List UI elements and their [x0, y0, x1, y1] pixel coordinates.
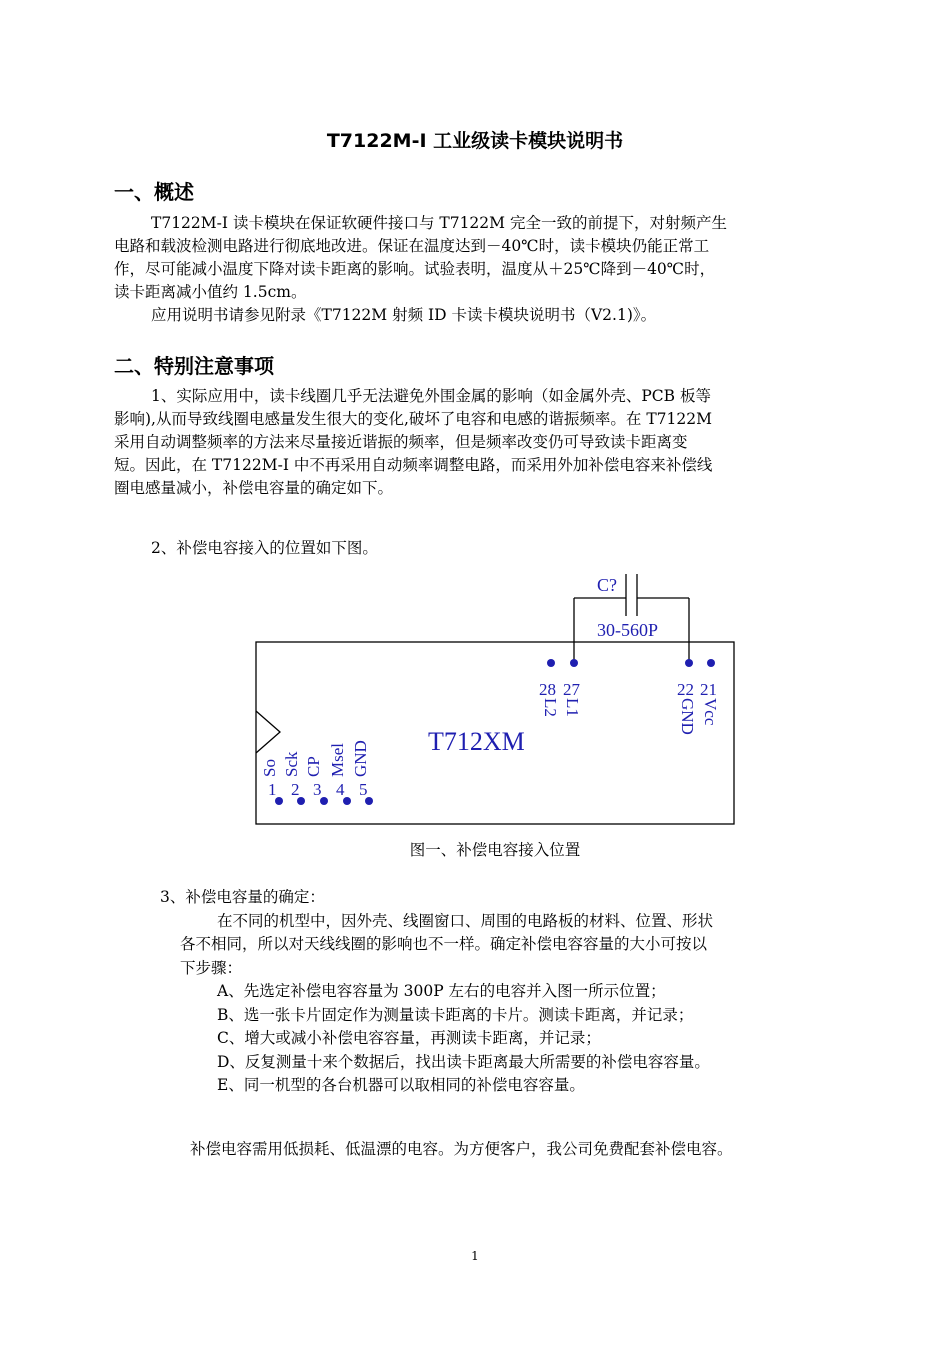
pin-num-3: 3 [313, 780, 322, 799]
pin-name-Msel: Msel [328, 743, 347, 777]
paragraph-line: 读卡距离减小值约 1.5cm。 [114, 283, 307, 301]
notes-item3 [160, 886, 840, 1098]
pin-num-2: 2 [291, 780, 300, 799]
pin-name-L1: L1 [563, 698, 582, 717]
pin-num-22: 22 [677, 680, 694, 699]
pin-dot-1 [275, 797, 283, 805]
pin-name-So: So [260, 759, 279, 777]
paragraph-line: T7122M-I 读卡模块在保证软硬件接口与 T7122M 完全一致的前提下，对射频产生 [151, 214, 727, 232]
step-item: B、选一张卡片固定作为测量读卡距离的卡片。测读卡距离，并记录； [217, 1005, 694, 1024]
document-title: T7122M-I 工业级读卡模块说明书 [326, 130, 624, 152]
pin-num-21: 21 [700, 680, 717, 699]
paragraph-line: 采用自动调整频率的方法来尽量接近谐振的频率，但是频率改变仍可导致读卡距离变 [114, 433, 688, 451]
paragraph-line: 圈电感量减小，补偿电容量的确定如下。 [114, 479, 394, 497]
capacitor-position-diagram [0, 570, 950, 830]
step-item: D、反复测量十来个数据后，找出读卡距离最大所需要的补偿电容容量。 [217, 1052, 710, 1071]
overview-paragraph [114, 212, 838, 327]
pin-num-28: 28 [539, 680, 556, 699]
paragraph-line: 电路和载波检测电路进行彻底地改进。保证在温度达到－40℃时，读卡模块仍能正常工 [114, 237, 710, 255]
pin-num-5: 5 [359, 780, 368, 799]
pin-num-1: 1 [268, 780, 277, 799]
pin-dot-2 [297, 797, 305, 805]
capacitor-value: 30-560P [597, 620, 659, 640]
pin-num-4: 4 [336, 780, 345, 799]
step-item: C、增大或减小补偿电容容量，再测读卡距离，并记录； [217, 1029, 601, 1047]
paragraph-line: 各不相同，所以对天线线圈的影响也不一样。确定补偿电容容量的大小可按以 [180, 935, 708, 953]
paragraph-line: 短。因此，在 T7122M-I 中不再采用自动频率调整电路，而采用外加补偿电容来补偿线 [114, 456, 713, 474]
notes-item1-paragraph [114, 385, 838, 500]
section-heading-overview: 一、概述 [114, 180, 194, 204]
capacitor-note [190, 1138, 850, 1161]
paragraph-line: 2、补偿电容接入的位置如下图。 [151, 539, 378, 557]
paragraph-line: 补偿电容需用低损耗、低温漂的电容。为方便客户，我公司免费配套补偿电容。 [190, 1140, 733, 1158]
pin-dot-4 [343, 797, 351, 805]
pin-name-Sck: Sck [282, 751, 301, 777]
paragraph-line: 影响),从而导致线圈电感量发生很大的变化,破坏了电容和电感的谐振频率。在 T7122M [114, 410, 712, 428]
pin-dot-27 [570, 659, 578, 667]
pin-name-L2: L2 [541, 698, 560, 717]
paragraph-line: 在不同的机型中，因外壳、线圈窗口、周围的电路板的材料、位置、形状 [217, 911, 714, 930]
pin-name-GND-right: GND [678, 698, 697, 735]
pin-dot-3 [320, 797, 328, 805]
figure-caption: 图一、补偿电容接入位置 [409, 841, 581, 859]
pin-name-GND-left: GND [351, 740, 370, 777]
capacitor-label: C? [597, 575, 617, 595]
pin-dot-5 [365, 797, 373, 805]
paragraph-line: 下步骤： [180, 958, 243, 977]
appendix-reference: 应用说明书请参见附录《T7122M 射频 ID 卡读卡模块说明书（V2.1)》。 [151, 306, 657, 324]
step-item: A、先选定补偿电容容量为 300P 左右的电容并入图一所示位置； [217, 982, 666, 1000]
pin-dot-28 [547, 659, 555, 667]
pin1-notch [256, 711, 280, 753]
paragraph-line: 作，尽可能减小温度下降对读卡距离的影响。试验表明，温度从＋25℃降到－40℃时， [114, 260, 716, 278]
pin-num-27: 27 [563, 680, 580, 699]
page-number: 1 [471, 1249, 479, 1263]
section-heading-notes: 二、特别注意事项 [114, 354, 274, 378]
module-label: T712XM [428, 727, 525, 756]
paragraph-line: 1、实际应用中，读卡线圈几乎无法避免外围金属的影响（如金属外壳、PCB 板等 [151, 387, 711, 405]
notes-item2 [114, 537, 838, 560]
step-item: E、同一机型的各台机器可以取相同的补偿电容容量。 [217, 1076, 585, 1094]
pin-dot-21 [707, 659, 715, 667]
item3-heading: 3、补偿电容量的确定： [160, 888, 325, 906]
pin-name-CP: CP [304, 756, 323, 777]
pin-dot-22 [685, 659, 693, 667]
pin-name-Vcc: Vcc [701, 698, 720, 726]
